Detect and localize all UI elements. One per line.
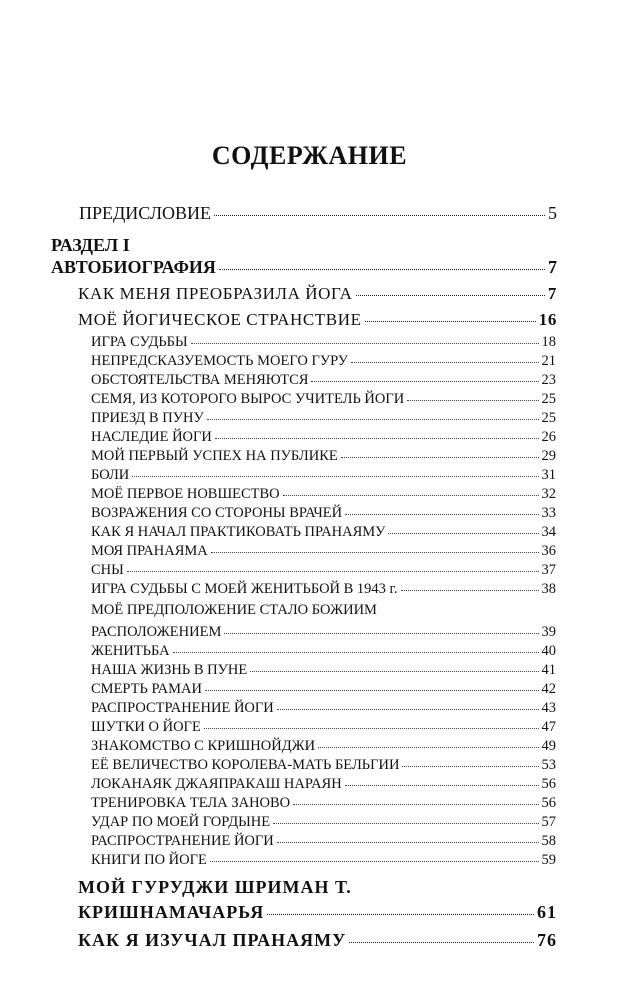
toc-page-number: 23 <box>541 372 556 388</box>
toc-page-number: 43 <box>541 700 556 716</box>
toc-label: ТРЕНИРОВКА ТЕЛА ЗАНОВО <box>91 795 291 811</box>
toc-page-number: 31 <box>541 467 556 483</box>
toc-entry-sub[interactable] <box>91 353 556 370</box>
toc-label: НАША ЖИЗНЬ В ПУНЕ <box>91 662 248 678</box>
leader-dots <box>211 552 539 553</box>
toc-label: АВТОБИОГРАФИЯ <box>51 257 216 277</box>
toc-page-number: 7 <box>547 284 557 303</box>
leader-dots <box>388 533 538 534</box>
leader-dots <box>283 495 539 496</box>
leader-dots <box>277 842 539 843</box>
toc-label: КНИГИ ПО ЙОГЕ <box>91 852 207 868</box>
leader-dots <box>277 709 539 710</box>
toc-entry-sub[interactable] <box>91 581 556 598</box>
leader-dots <box>341 457 539 458</box>
toc-label: УДАР ПО МОЕЙ ГОРДЫНЕ <box>91 814 271 830</box>
toc-label: МОЯ ПРАНАЯМА <box>91 543 208 559</box>
toc-label: ПРИЕЗД В ПУНУ <box>91 410 204 426</box>
toc-label: МОЁ ЙОГИЧЕСКОЕ СТРАНСТВИЕ <box>78 310 362 329</box>
toc-entry-sub[interactable] <box>91 719 556 736</box>
toc-page-number: 7 <box>548 257 557 277</box>
toc-label: ШУТКИ О ЙОГЕ <box>91 719 201 735</box>
toc-page-number: 53 <box>541 757 556 773</box>
leader-dots <box>250 671 538 672</box>
toc-page-number: 57 <box>541 814 556 830</box>
toc-page-number: 32 <box>541 486 556 502</box>
toc-page-number: 25 <box>541 391 556 407</box>
toc-label: РАСПРОСТРАНЕНИЕ ЙОГИ <box>91 700 274 716</box>
leader-dots <box>205 690 539 691</box>
toc-page-number: 21 <box>541 353 556 369</box>
toc-page-number: 34 <box>541 524 556 540</box>
toc-page-number: 36 <box>541 543 556 559</box>
toc-label: РАСПРОСТРАНЕНИЕ ЙОГИ <box>91 833 274 849</box>
leader-dots <box>318 747 538 748</box>
leader-dots <box>311 381 538 382</box>
toc-entry-sub-line1: МОЁ ПРЕДПОЛОЖЕНИЕ СТАЛО БОЖИИМ <box>91 602 377 618</box>
toc-page-number: 16 <box>538 310 557 329</box>
toc-page-number: 5 <box>548 203 557 223</box>
toc-label: МОЙ ПЕРВЫЙ УСПЕХ НА ПУБЛИКЕ <box>91 448 338 464</box>
toc-entry-sub[interactable] <box>91 814 556 831</box>
toc-label: ИГРА СУДЬБЫ С МОЕЙ ЖЕНИТЬБОЙ В 1943 г. <box>91 581 398 597</box>
leader-dots <box>345 514 538 515</box>
toc-label: МОЁ ПЕРВОЕ НОВШЕСТВО <box>91 486 280 502</box>
toc-label: ЖЕНИТЬБА <box>91 643 170 659</box>
toc-entry-chapter-line1: МОЙ ГУРУДЖИ ШРИМАН Т. <box>78 877 352 897</box>
leader-dots <box>273 823 538 824</box>
toc-entry-sub[interactable] <box>91 486 556 503</box>
toc-page-number: 39 <box>541 624 556 640</box>
toc-label: СЕМЯ, ИЗ КОТОРОГО ВЫРОС УЧИТЕЛЬ ЙОГИ <box>91 391 405 407</box>
toc-entry-sub[interactable] <box>91 757 556 774</box>
toc-page-number: 49 <box>541 738 556 754</box>
toc-entry-sub[interactable] <box>91 852 556 869</box>
toc-page-number: 37 <box>541 562 556 578</box>
toc-page-number: 40 <box>541 643 556 659</box>
leader-dots <box>214 215 545 216</box>
leader-dots <box>267 914 534 915</box>
leader-dots <box>127 571 539 572</box>
toc-entry-sub[interactable] <box>91 562 556 579</box>
toc-entry-sub[interactable] <box>91 467 556 484</box>
toc-entry-sub[interactable] <box>91 410 556 427</box>
toc-entry-sub[interactable] <box>91 334 556 351</box>
toc-entry-sub[interactable] <box>91 776 556 793</box>
toc-entry-sub[interactable] <box>91 700 556 717</box>
toc-page-number: 42 <box>541 681 556 697</box>
leader-dots <box>215 438 539 439</box>
toc-page-number: 41 <box>541 662 556 678</box>
toc-entry-sub[interactable] <box>91 429 556 446</box>
toc-entry-chapter[interactable] <box>78 284 557 304</box>
leader-dots <box>345 785 539 786</box>
leader-dots <box>401 590 539 591</box>
toc-entry-sub[interactable] <box>91 681 556 698</box>
toc-label: ПРЕДИСЛОВИЕ <box>79 203 212 223</box>
toc-label: НЕПРЕДСКАЗУЕМОСТЬ МОЕГО ГУРУ <box>91 353 349 369</box>
leader-dots <box>210 861 539 862</box>
toc-page-number: 29 <box>541 448 556 464</box>
toc-entry-sub[interactable] <box>91 738 556 755</box>
toc-page-number: 47 <box>541 719 556 735</box>
toc-label: КАК Я ИЗУЧАЛ ПРАНАЯМУ <box>78 930 347 950</box>
leader-dots <box>356 295 545 296</box>
section-heading: РАЗДЕЛ I <box>51 235 130 255</box>
toc-entry-chapter[interactable] <box>78 902 557 923</box>
leader-dots <box>207 419 539 420</box>
toc-entry-sub[interactable] <box>91 795 556 812</box>
toc-page-number: 33 <box>541 505 556 521</box>
toc-page-number: 58 <box>541 833 556 849</box>
leader-dots <box>204 728 539 729</box>
page-title: СОДЕРЖАНИЕ <box>211 141 408 170</box>
toc-label: ОБСТОЯТЕЛЬСТВА МЕНЯЮТСЯ <box>91 372 309 388</box>
toc-entry-sub[interactable] <box>91 543 556 560</box>
toc-label: ВОЗРАЖЕНИЯ СО СТОРОНЫ ВРАЧЕЙ <box>91 505 343 521</box>
toc-entry-chapter[interactable] <box>78 930 557 951</box>
toc-label: СНЫ <box>91 562 124 578</box>
toc-page-number: 18 <box>541 334 556 350</box>
toc-entry-sub[interactable] <box>91 833 556 850</box>
toc-label: ИГРА СУДЬБЫ <box>91 334 188 350</box>
toc-label: ЕЁ ВЕЛИЧЕСТВО КОРОЛЕВА-МАТЬ БЕЛЬГИИ <box>91 757 400 773</box>
toc-label: КРИШНАМАЧАРЬЯ <box>78 902 265 922</box>
toc-entry-sub[interactable] <box>91 624 556 641</box>
toc-page-number: 59 <box>541 852 556 868</box>
toc-page-number: 25 <box>541 410 556 426</box>
leader-dots <box>224 633 538 634</box>
toc-label: ЗНАКОМСТВО С КРИШНОЙДЖИ <box>91 738 316 754</box>
toc-label: БОЛИ <box>91 467 130 483</box>
toc-page-number: 26 <box>541 429 556 445</box>
leader-dots <box>219 269 545 270</box>
toc-entry-sub[interactable] <box>91 662 556 679</box>
toc-label: СМЕРТЬ РАМАИ <box>91 681 202 697</box>
leader-dots <box>407 400 538 401</box>
toc-entry-sub[interactable] <box>91 448 556 465</box>
toc-label: КАК Я НАЧАЛ ПРАКТИКОВАТЬ ПРАНАЯМУ <box>91 524 386 540</box>
leader-dots <box>351 362 538 363</box>
leader-dots <box>349 942 534 943</box>
leader-dots <box>132 476 538 477</box>
leader-dots <box>293 804 538 805</box>
leader-dots <box>365 321 536 322</box>
leader-dots <box>173 652 539 653</box>
toc-page-number: 61 <box>537 902 557 922</box>
toc-entry-sub[interactable] <box>91 524 556 541</box>
toc-entry-preface[interactable] <box>79 203 557 224</box>
toc-label: РАСПОЛОЖЕНИЕМ <box>91 624 222 640</box>
toc-page-number: 76 <box>537 930 557 950</box>
toc-entry-sub[interactable] <box>91 391 556 408</box>
toc-label: НАСЛЕДИЕ ЙОГИ <box>91 429 212 445</box>
toc-entry-sub[interactable] <box>91 372 556 389</box>
toc-label: ЛОКАНАЯК ДЖАЯПРАКАШ НАРАЯН <box>91 776 342 792</box>
leader-dots <box>402 766 538 767</box>
toc-label: КАК МЕНЯ ПРЕОБРАЗИЛА ЙОГА <box>78 284 353 303</box>
toc-page-number: 38 <box>541 581 556 597</box>
toc-entry-section[interactable] <box>51 257 557 278</box>
toc-entry-sub[interactable] <box>91 643 556 660</box>
leader-dots <box>191 343 539 344</box>
toc-entry-chapter[interactable] <box>78 310 557 330</box>
toc-page-number: 56 <box>541 795 556 811</box>
toc-page-number: 56 <box>541 776 556 792</box>
toc-entry-sub[interactable] <box>91 505 556 522</box>
